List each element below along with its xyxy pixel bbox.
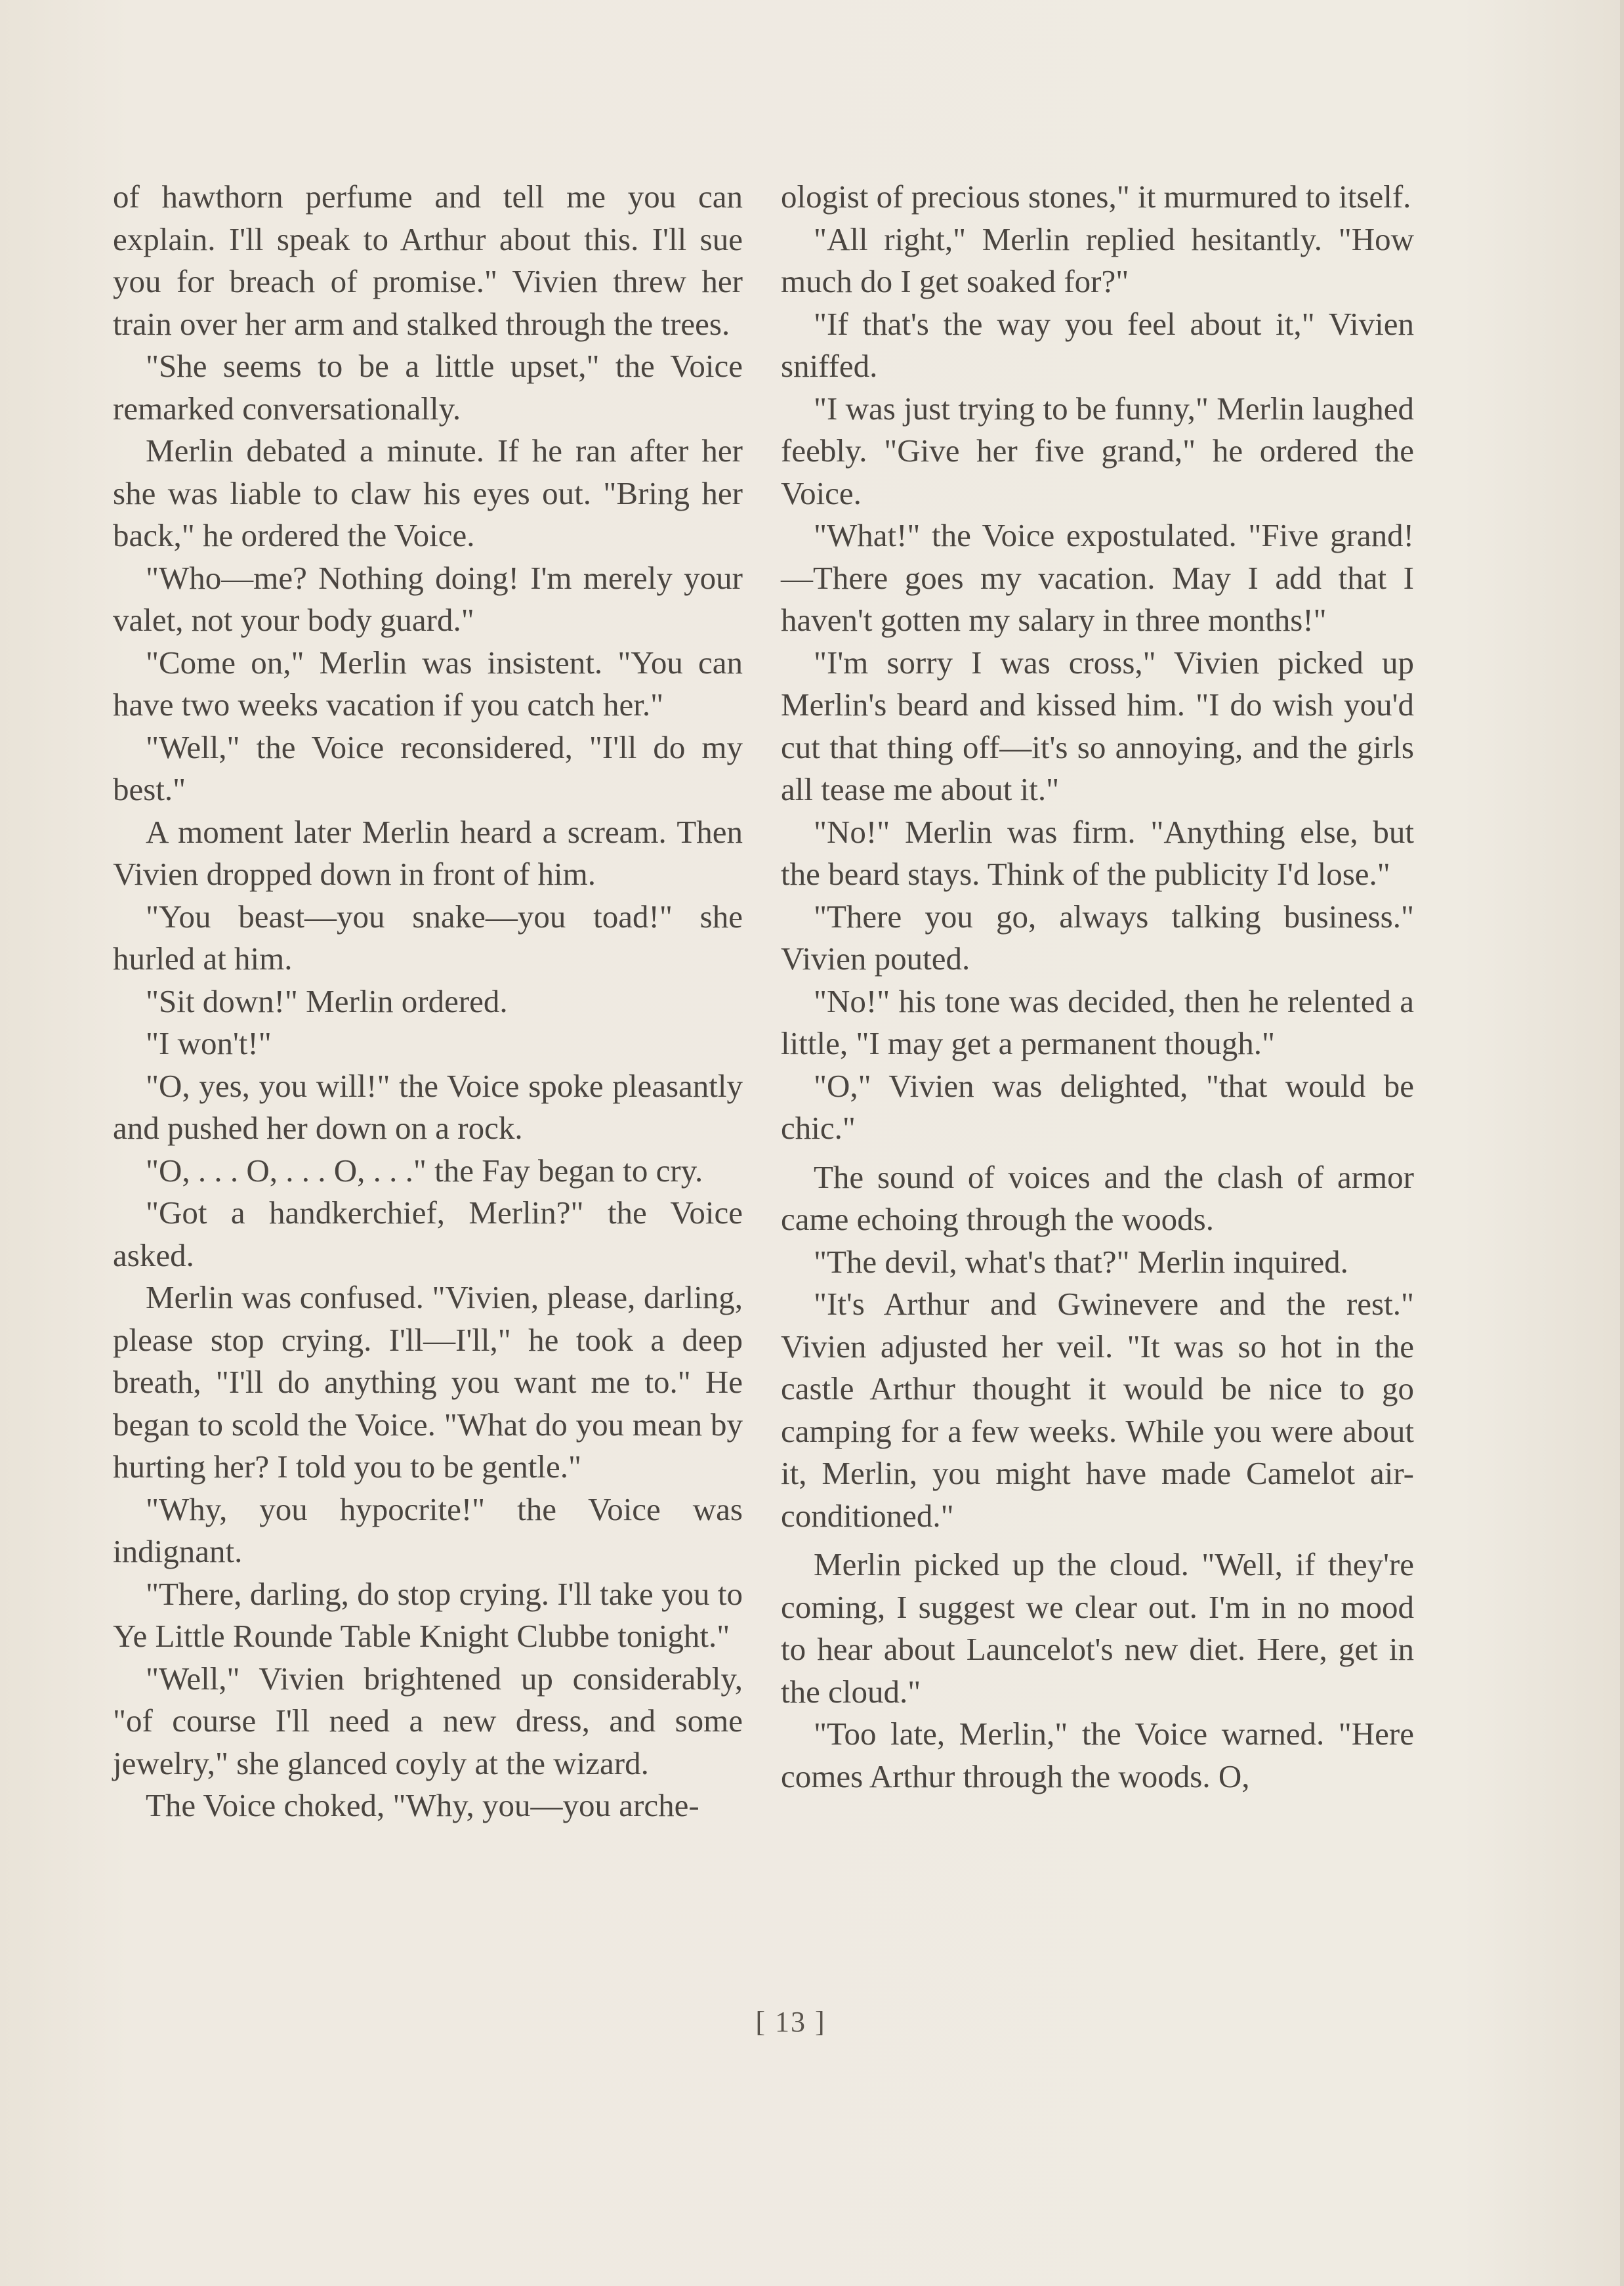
paragraph: "O," Vivien was delighted, "that would be chic." (781, 1067, 1414, 1146)
paragraph: The sound of voices and the clash of armor came echoing through the woods. (781, 1158, 1414, 1237)
paragraph: of hawthorn perfume and tell me you can explain. I'll speak to Arthur about this. I'll sue you for breach of promise." Vivien threw her train over her arm and stalked through the trees. (113, 179, 743, 342)
paragraph: Merlin was confused. "Vivien, please, darling, please stop crying. I'll—I'll," he took a deep breath, "I'll do anything you want me to." He began to scold the Voice. "What do you mean by hurting her? I told you to be gentle." (113, 1279, 743, 1485)
paragraph: "The devil, what's that?" Merlin inquired. (814, 1243, 1348, 1280)
paragraph: "I won't!" (146, 1025, 272, 1061)
paragraph: "There you go, always talking business." Vivien pouted. (781, 898, 1414, 977)
paragraph: "If that's the way you feel about it," Vivien sniffed. (781, 305, 1414, 384)
paragraph: "No!" his tone was decided, then he relented a little, "I may get a permanent though." (781, 983, 1414, 1061)
paragraph: The Voice choked, "Why, you—you arche- (146, 1787, 699, 1823)
paragraph: "All right," Merlin replied hesitantly. "How much do I get soaked for?" (781, 221, 1414, 299)
paragraph: Merlin picked up the cloud. "Well, if they're coming, I suggest we clear out. I'm in no mood to hear about Launcelot's new diet. Here, get in the cloud." (781, 1546, 1414, 1710)
paragraph: "Too late, Merlin," the Voice warned. "Here comes Arthur through the woods. O, (781, 1716, 1414, 1794)
paragraph: "She seems to be a little upset," the Voice remarked conversationally. (113, 348, 743, 427)
paragraph: "You beast—you snake—you toad!" she hurled at him. (113, 898, 743, 977)
paragraph: ologist of precious stones," it murmured to itself. (781, 179, 1411, 215)
paragraph: "Sit down!" Merlin ordered. (146, 983, 508, 1019)
right-text-column (781, 176, 1414, 1798)
paragraph: "O, yes, you will!" the Voice spoke pleasantly and pushed her down on a rock. (113, 1067, 743, 1146)
paragraph: "Got a handkerchief, Merlin?" the Voice asked. (113, 1195, 743, 1273)
paragraph: "Who—me? Nothing doing! I'm merely your valet, not your body guard." (113, 559, 743, 638)
paragraph: "O, . . . O, . . . O, . . ." the Fay began to cry. (146, 1152, 703, 1189)
paragraph: "I was just trying to be funny," Merlin laughed feebly. "Give her five grand," he ordered the Voice. (781, 390, 1414, 511)
paragraph: "Well," Vivien brightened up considerably, "of course I'll need a new dress, and some jewelry," she glanced coyly at the wizard. (113, 1660, 743, 1781)
paragraph: "Well," the Voice reconsidered, "I'll do my best." (113, 729, 743, 807)
paragraph: "I'm sorry I was cross," Vivien picked up Merlin's beard and kissed him. "I do wish you'd cut that thing off—it's so annoying, and the girls all tease me about it." (781, 644, 1414, 807)
page-edge (1620, 0, 1624, 2286)
paragraph: "There, darling, do stop crying. I'll take you to Ye Little Rounde Table Knight Clubbe tonight." (113, 1575, 743, 1654)
left-text-column (113, 176, 743, 1827)
paragraph: "No!" Merlin was firm. "Anything else, but the beard stays. Think of the publicity I'd lose." (781, 813, 1414, 892)
paragraph: "Why, you hypocrite!" the Voice was indignant. (113, 1491, 743, 1569)
paragraph: A moment later Merlin heard a scream. Then Vivien dropped down in front of him. (113, 813, 743, 892)
paragraph: "Come on," Merlin was insistent. "You can have two weeks vacation if you catch her." (113, 644, 743, 723)
paragraph: "What!" the Voice expostulated. "Five grand!—There goes my vacation. May I add that I haven't gotten my salary in three months!" (781, 517, 1414, 638)
paragraph: "It's Arthur and Gwinevere and the rest." Vivien adjusted her veil. "It was so hot in the castle Arthur thought it would be nice to go camping for a few weeks. While you were about it, Merlin, you might have made Camelot air-conditioned." (781, 1286, 1414, 1534)
page-number: [ 13 ] (755, 2006, 826, 2038)
paragraph: Merlin debated a minute. If he ran after her she was liable to claw his eyes out. "Bring her back," he ordered the Voice. (113, 433, 743, 553)
